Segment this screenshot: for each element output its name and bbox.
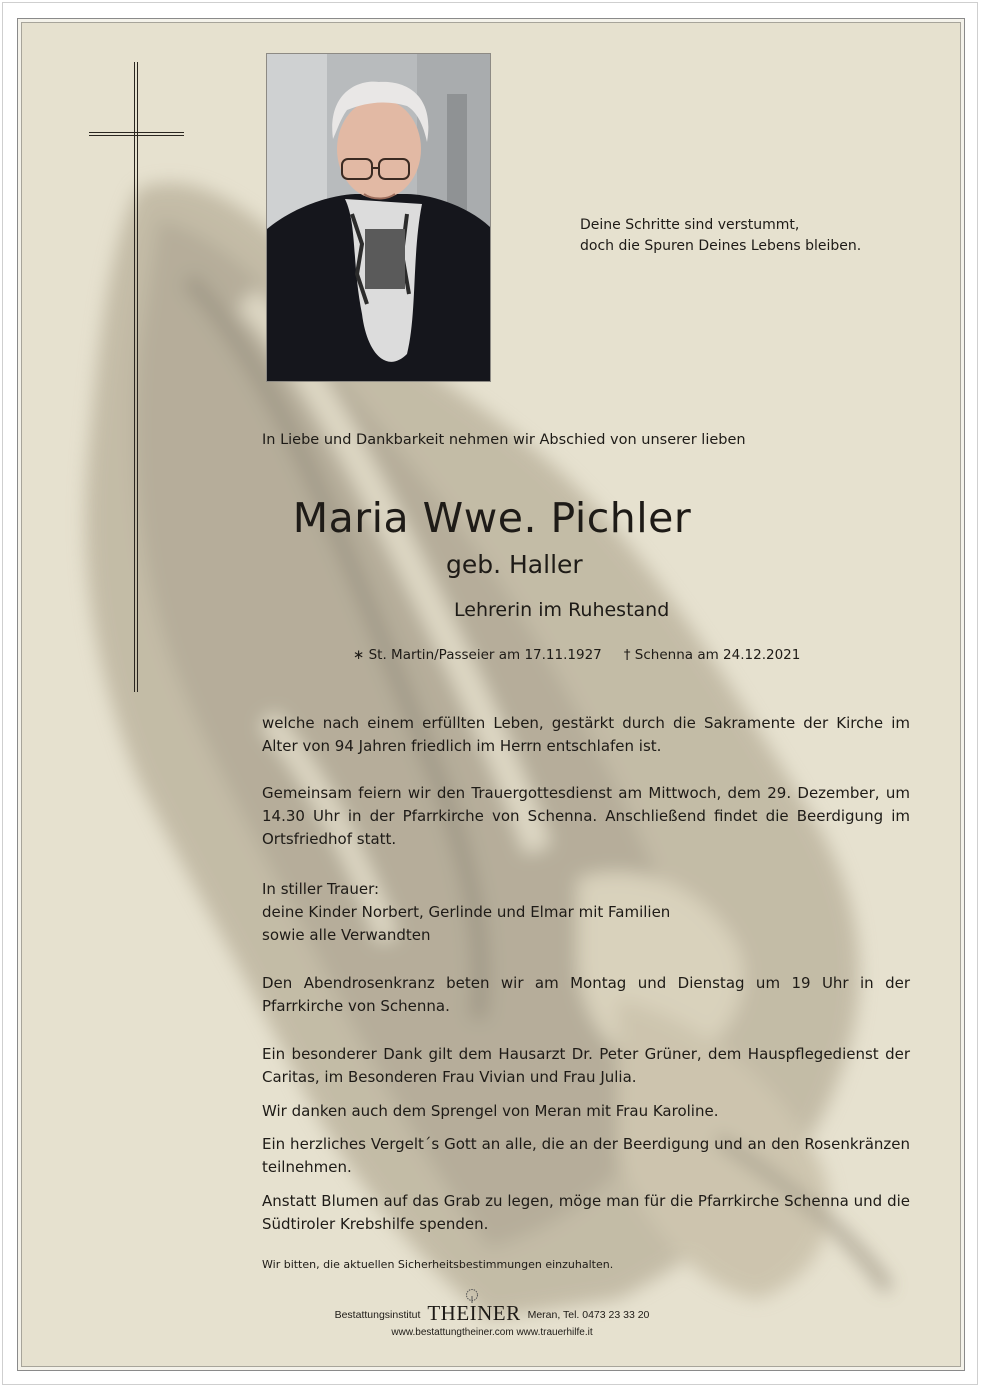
intro-text: In Liebe und Dankbarkeit nehmen wir Abschied von unserer lieben <box>262 432 746 448</box>
paragraph-gratitude: Ein herzliches Vergelt´s Gott an alle, die an der Beerdigung und an den Rosenkränzen teilnehmen. <box>262 1135 910 1176</box>
cross-icon <box>134 62 138 692</box>
quote <box>580 215 910 257</box>
quote-line-2: doch die Spuren Deines Lebens bleiben. <box>580 238 862 254</box>
birth-date: ∗ St. Martin/Passeier am 17.11.1927 <box>353 647 602 663</box>
brand-text: THEINER <box>427 1301 521 1325</box>
mourners-block <box>262 878 910 947</box>
maiden-name: geb. Haller <box>446 550 583 579</box>
footer-prefix: Bestattungsinstitut <box>334 1309 421 1321</box>
mourners-line: sowie alle Verwandten <box>262 926 431 944</box>
paragraph-passing: welche nach einem erfüllten Leben, gestärkt durch die Sakramente der Kirche im Alter von 94 Jahren friedlich im Herrn entschlafen ist. <box>262 714 910 755</box>
paragraph-rosary: Den Abendrosenkranz beten wir am Montag und Dienstag um 19 Uhr in der Pfarrkirche von Schenna. <box>262 974 910 1015</box>
mourners-line: deine Kinder Norbert, Gerlinde und Elmar mit Familien <box>262 903 671 921</box>
portrait-photo <box>266 53 491 382</box>
paragraph-thanks-district: Wir danken auch dem Sprengel von Meran mit Frau Karoline. <box>262 1102 719 1120</box>
safety-note: Wir bitten, die aktuellen Sicherheitsbestimmungen einzuhalten. <box>262 1258 614 1271</box>
funeral-home-footer <box>18 1301 965 1338</box>
quote-line-1: Deine Schritte sind verstummt, <box>580 217 800 233</box>
deceased-name: Maria Wwe. Pichler <box>292 494 692 542</box>
paragraph-funeral: Gemeinsam feiern wir den Trauergottesdienst am Mittwoch, dem 29. Dezember, um 14.30 Uhr in der Pfarrkirche von Schenna. Anschließend findet die Beerdigung im Ortsfriedhof statt. <box>262 784 910 848</box>
footer-contact: Meran, Tel. 0473 23 33 20 <box>527 1309 650 1321</box>
footer-websites: www.bestattungtheiner.com www.trauerhilfe.it <box>391 1327 593 1338</box>
paragraph-thanks: Ein besonderer Dank gilt dem Hausarzt Dr. Peter Grüner, dem Hauspflegedienst der Caritas, im Besonderen Frau Vivian und Frau Julia. <box>262 1045 910 1086</box>
mourners-heading: In stiller Trauer: <box>262 880 380 898</box>
obituary-card <box>17 18 965 1371</box>
paragraph-donation: Anstatt Blumen auf das Grab zu legen, möge man für die Pfarrkirche Schenna und die Südtiroler Krebshilfe spenden. <box>262 1192 910 1233</box>
funeral-home-brand <box>427 1301 520 1325</box>
tree-logo-icon <box>463 1289 481 1303</box>
death-date: † Schenna am 24.12.2021 <box>623 647 801 663</box>
cross-icon-crossbar <box>89 132 184 136</box>
occupation: Lehrerin im Ruhestand <box>454 599 670 621</box>
life-dates <box>353 647 800 663</box>
